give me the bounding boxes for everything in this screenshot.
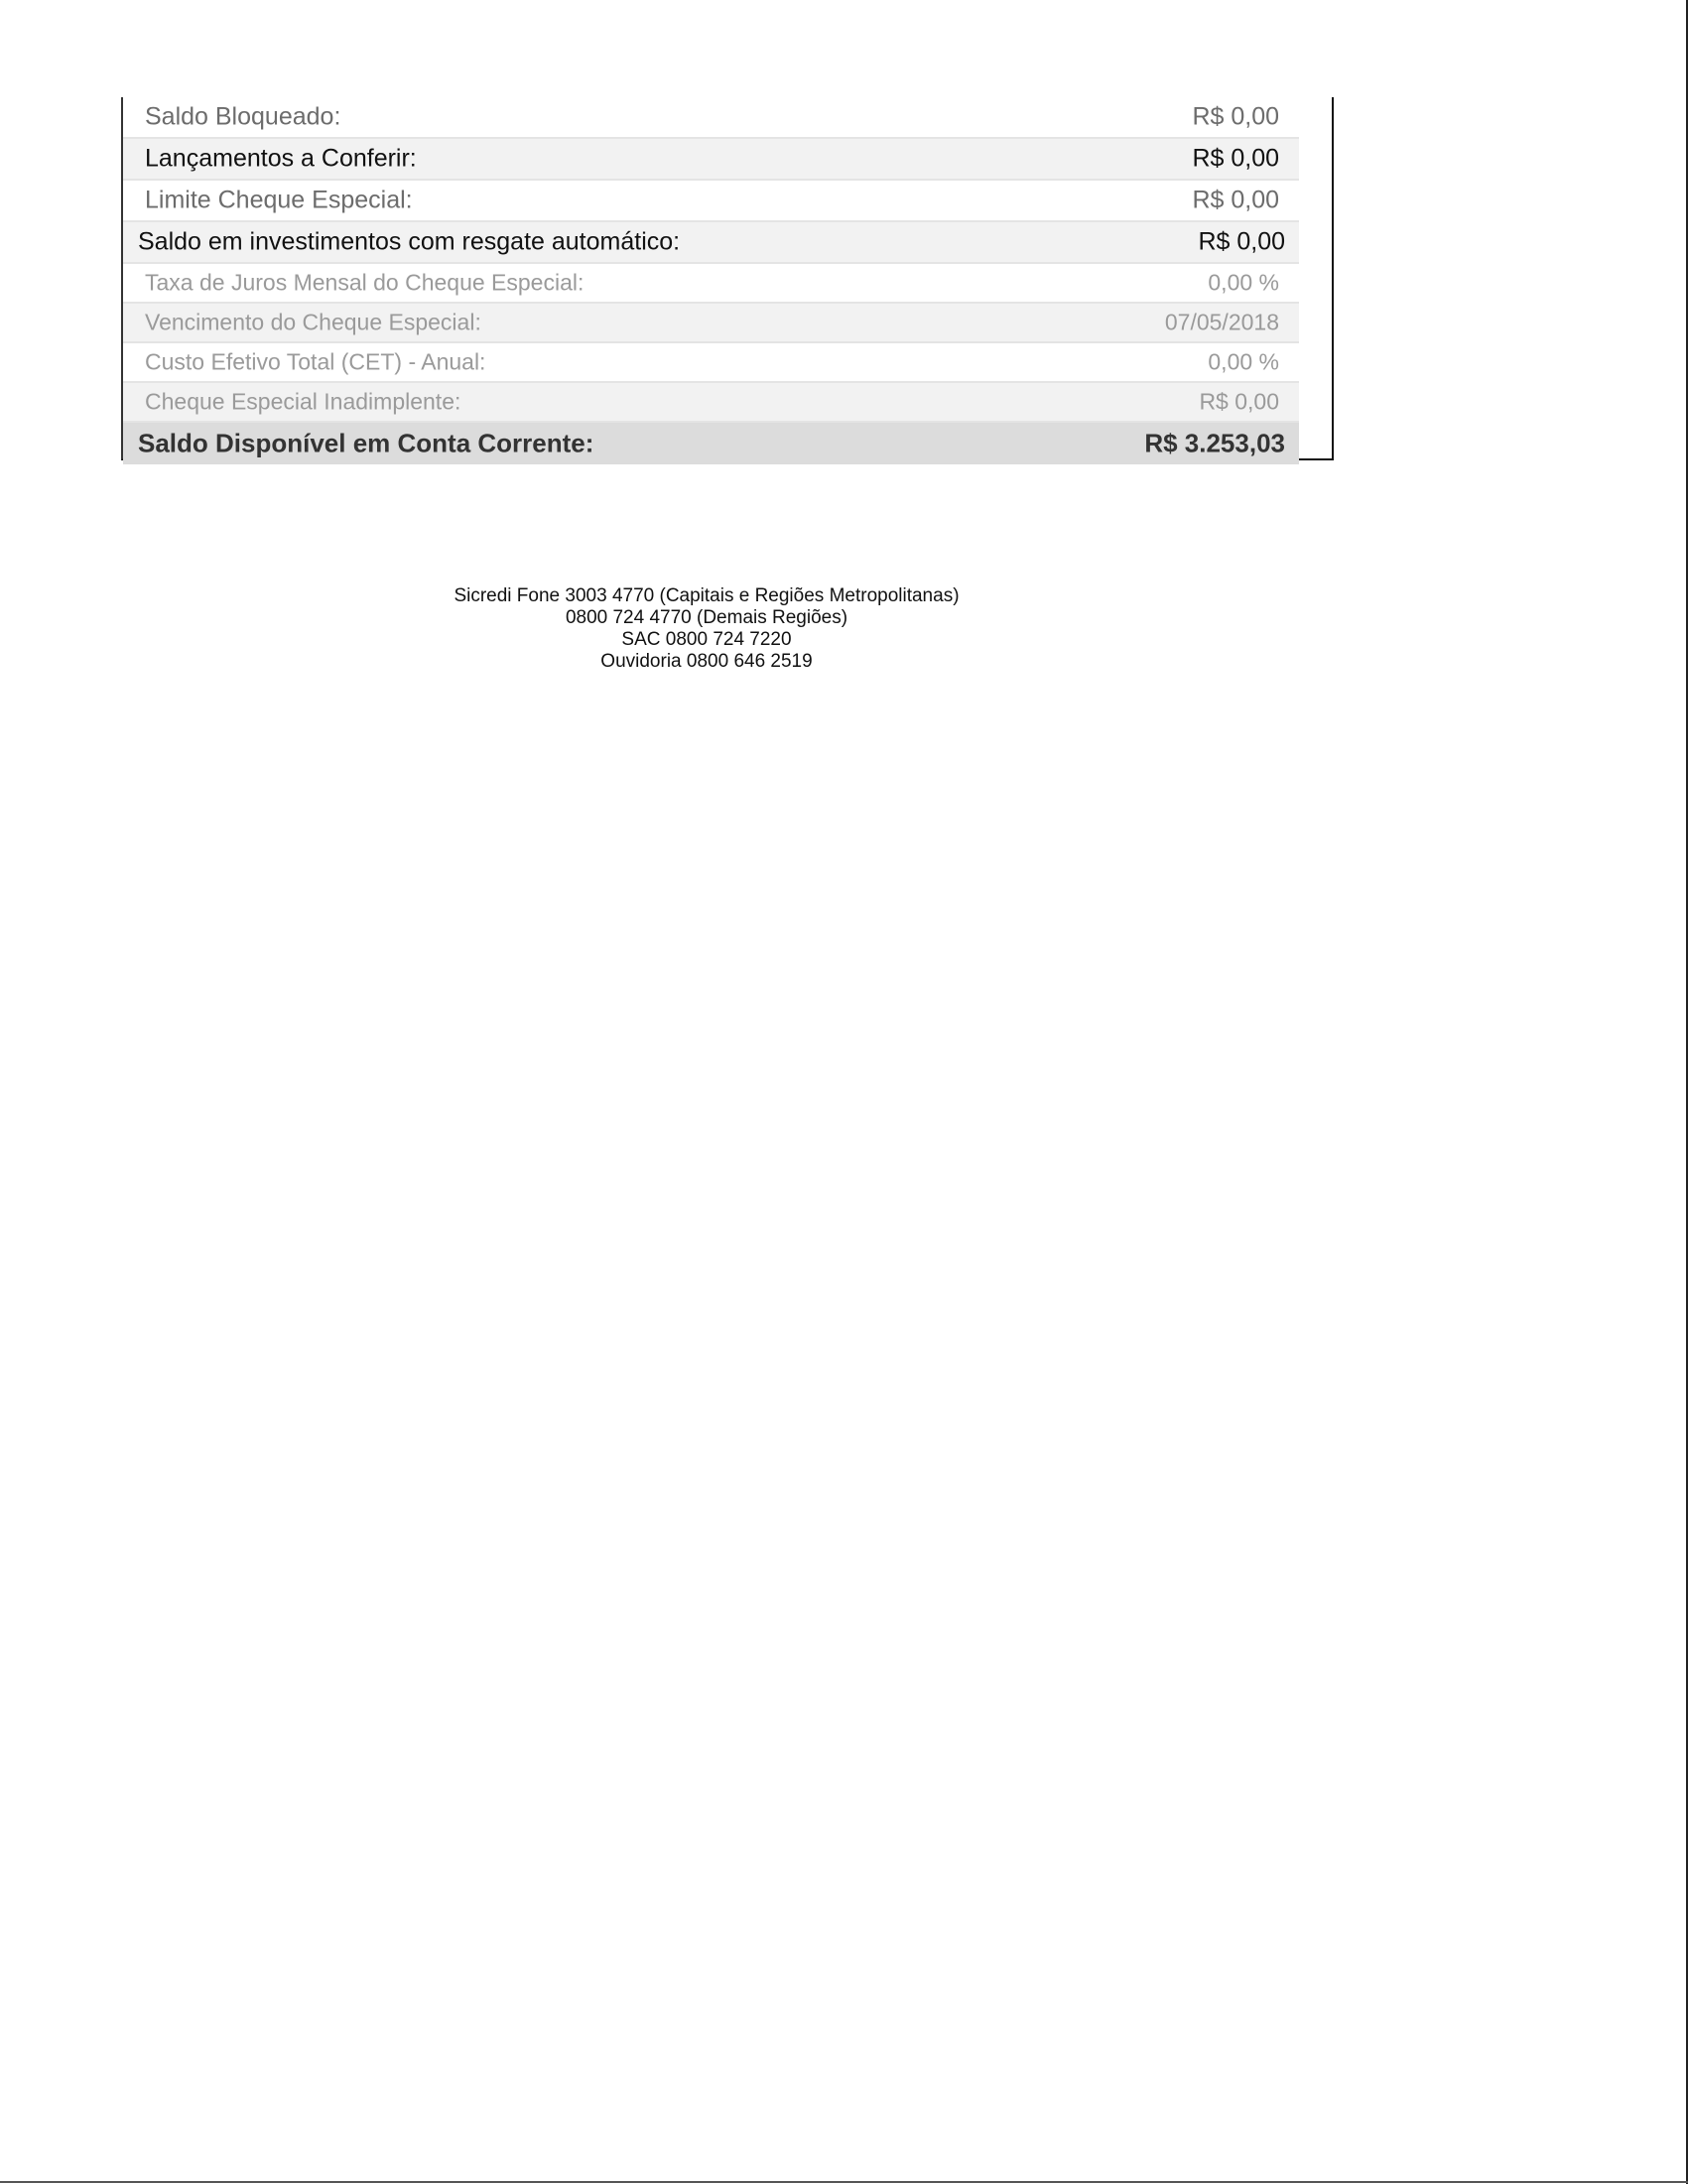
row-saldo-investimentos — [123, 222, 1299, 264]
total-label: Saldo Disponível em Conta Corrente: — [138, 428, 594, 458]
row-value: R$ 0,00 — [1199, 388, 1279, 415]
balance-summary-table — [121, 97, 1334, 460]
row-label: Cheque Especial Inadimplente: — [145, 388, 461, 415]
row-value: R$ 0,00 — [1198, 227, 1285, 256]
footer-sac: SAC 0800 724 7220 — [621, 629, 792, 650]
row-label: Saldo em investimentos com resgate automático: — [138, 227, 681, 256]
contact-footer — [409, 585, 1004, 673]
row-label: Vencimento do Cheque Especial: — [145, 309, 481, 335]
row-saldo-bloqueado — [123, 97, 1299, 139]
row-label: Limite Cheque Especial: — [145, 186, 413, 214]
row-saldo-disponivel — [123, 423, 1299, 464]
row-label: Custo Efetivo Total (CET) - Anual: — [145, 348, 486, 375]
footer-phone-other-regions: 0800 724 4770 (Demais Regiões) — [565, 607, 848, 628]
page-edge-bottom — [0, 2181, 1688, 2183]
row-value: R$ 0,00 — [1192, 102, 1279, 131]
row-lancamentos-a-conferir — [123, 139, 1299, 181]
row-vencimento-cheque-especial — [123, 304, 1299, 343]
row-cheque-especial-inadimplente — [123, 383, 1299, 423]
row-label: Saldo Bloqueado: — [145, 102, 341, 131]
row-taxa-juros — [123, 264, 1299, 304]
row-value: R$ 0,00 — [1192, 186, 1279, 214]
row-label: Lançamentos a Conferir: — [145, 144, 417, 173]
row-limite-cheque-especial — [123, 181, 1299, 222]
row-value: R$ 0,00 — [1192, 144, 1279, 173]
row-value: 0,00 % — [1208, 348, 1279, 375]
footer-phone-capitals: Sicredi Fone 3003 4770 (Capitais e Regiões Metropolitanas) — [454, 585, 960, 606]
row-label: Taxa de Juros Mensal do Cheque Especial: — [145, 269, 584, 296]
row-cet-anual — [123, 343, 1299, 383]
row-value: 07/05/2018 — [1164, 309, 1279, 335]
total-value: R$ 3.253,03 — [1144, 428, 1285, 458]
row-value: 0,00 % — [1208, 269, 1279, 296]
footer-ouvidoria: Ouvidoria 0800 646 2519 — [600, 651, 813, 672]
balance-rows — [123, 97, 1299, 464]
